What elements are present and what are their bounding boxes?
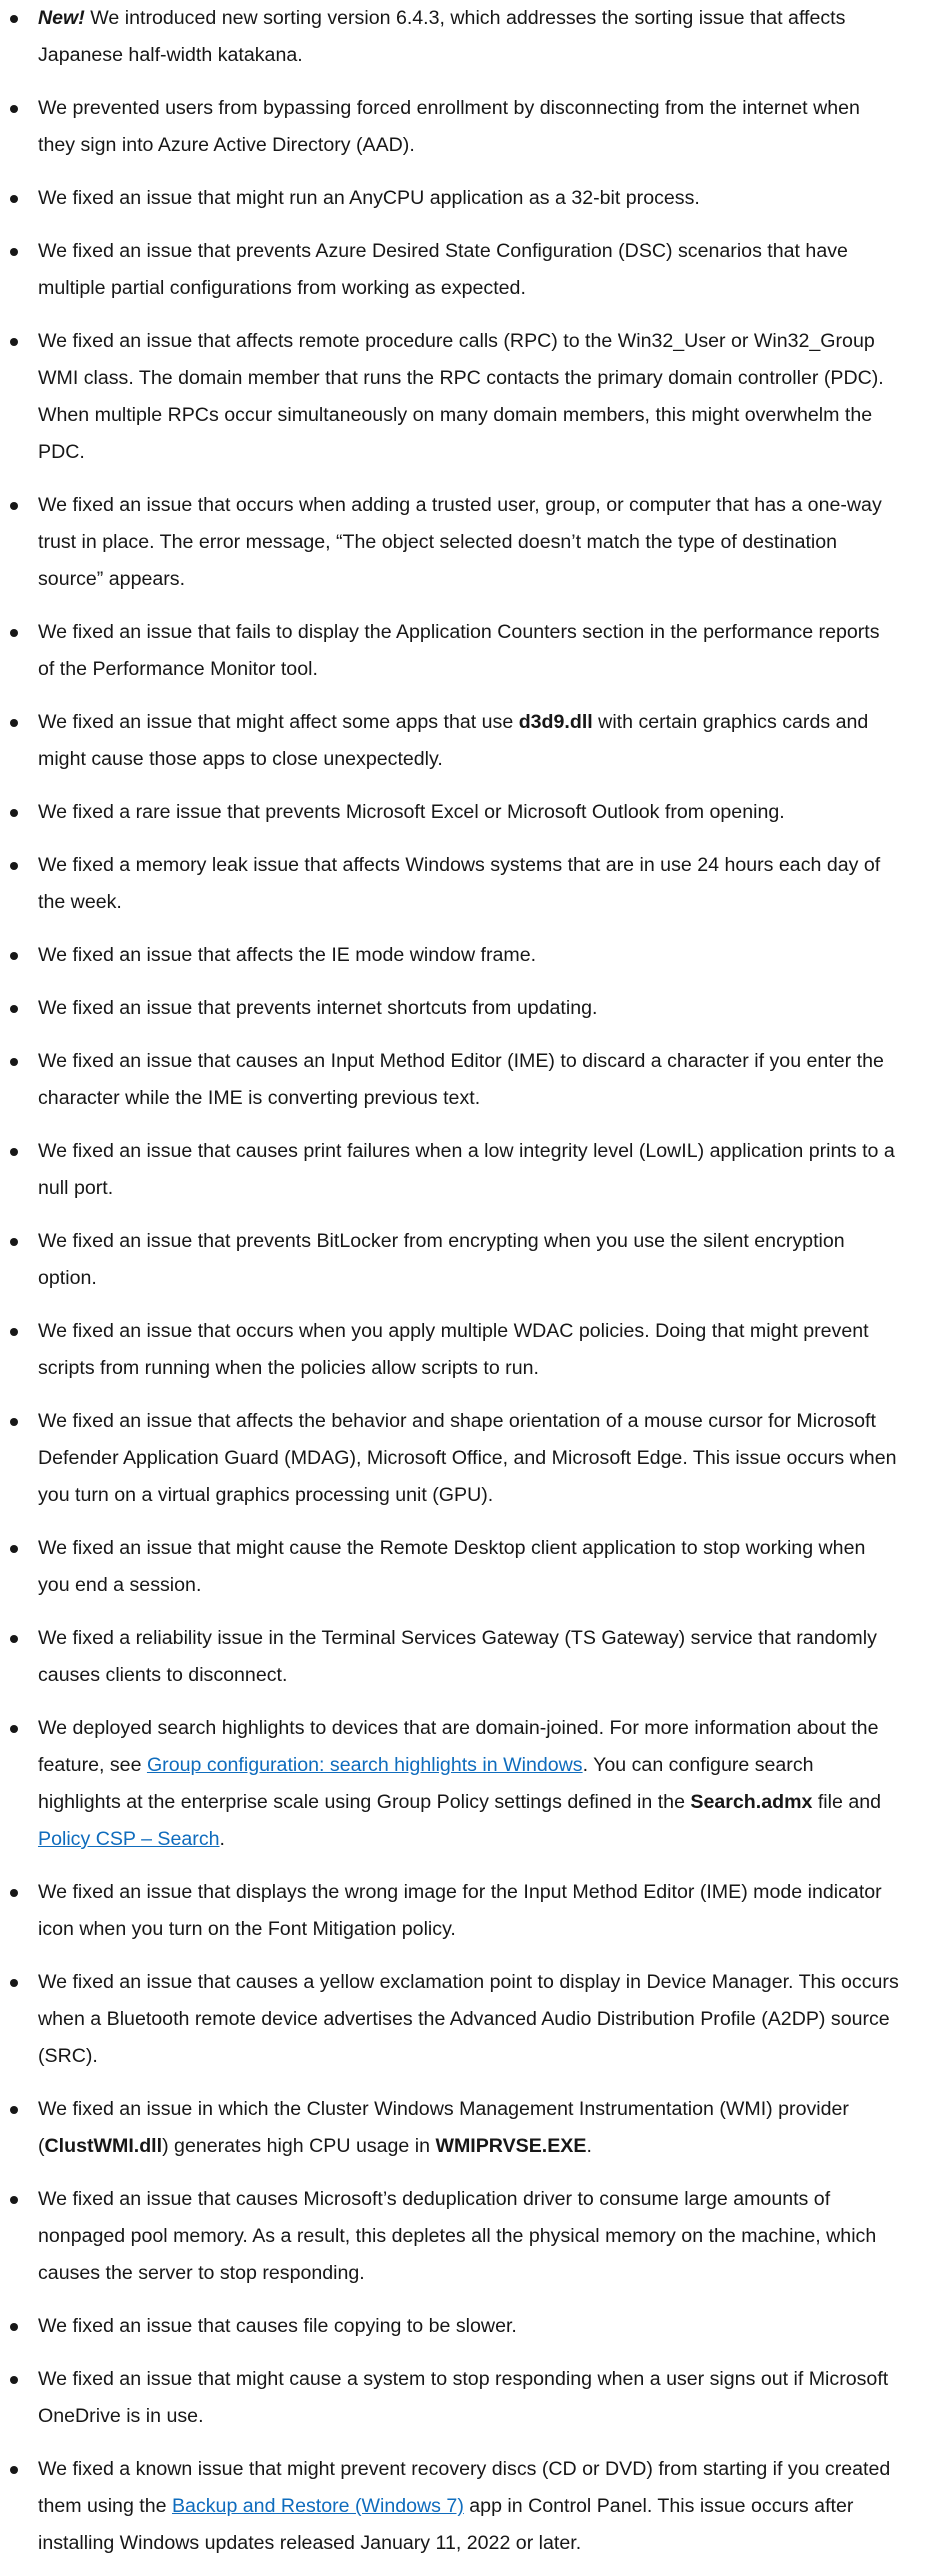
- list-item: [0, 323, 899, 471]
- doc-link[interactable]: Group configuration: search highlights in Windows: [146, 1754, 583, 1776]
- doc-link[interactable]: Policy CSP – Search: [38, 1828, 220, 1850]
- item-text: We fixed an issue that causes Microsoft’s deduplication driver to consume large amounts of nonpaged pool memory. As a result, this depletes all the physical memory on the machine, which causes the server to stop responding.: [38, 2188, 877, 2284]
- item-text: We fixed an issue that causes an Input Method Editor (IME) to discard a character if you enter the character while the IME is converting previous text.: [38, 1050, 884, 1109]
- list-item: [0, 2451, 899, 2562]
- list-item: [0, 2091, 899, 2165]
- item-text: We prevented users from bypassing forced enrollment by disconnecting from the internet when they sign into Azure Active Directory (AAD).: [38, 97, 860, 156]
- item-text: file and: [812, 1791, 882, 1813]
- list-item: [0, 1223, 899, 1297]
- item-text: ) generates high CPU usage in: [162, 2135, 436, 2157]
- bold-term: d3d9.dll: [518, 711, 593, 733]
- item-text: We fixed a rare issue that prevents Microsoft Excel or Microsoft Outlook from opening.: [38, 801, 785, 823]
- item-text: We fixed an issue that prevents BitLocker from encrypting when you use the silent encryption option.: [38, 1230, 845, 1289]
- item-text: We introduced new sorting version 6.4.3, which addresses the sorting issue that affects Japanese half-width katakana.: [38, 7, 846, 66]
- list-item: [0, 1133, 899, 1207]
- item-text: We fixed an issue that prevents internet shortcuts from updating.: [38, 997, 598, 1019]
- list-item: [0, 937, 899, 974]
- bold-term: ClustWMI.dll: [44, 2135, 163, 2157]
- list-item: [0, 614, 899, 688]
- list-item: [0, 1403, 899, 1514]
- list-item: [0, 990, 899, 1027]
- item-text: We fixed an issue that might cause the Remote Desktop client application to stop working when you end a session.: [38, 1537, 866, 1596]
- list-item: [0, 1874, 899, 1948]
- item-text: . You can configure search highlights at the enterprise scale using Group Policy settings defined in the: [38, 1754, 814, 1813]
- item-text: We fixed an issue that prevents Azure Desired State Configuration (DSC) scenarios that have multiple partial configurations from working as expected.: [38, 240, 848, 299]
- list-item: [0, 1964, 899, 2075]
- item-text: We fixed an issue that might run an AnyCPU application as a 32-bit process.: [38, 187, 700, 209]
- list-item: [0, 1313, 899, 1387]
- item-text: app in Control Panel. This issue occurs after installing Windows updates released January 11, 2022 or later.: [38, 2495, 854, 2554]
- list-item: [0, 794, 899, 831]
- list-item: [0, 2308, 899, 2345]
- list-item: [0, 1620, 899, 1694]
- list-item: [0, 2181, 899, 2292]
- list-item: [0, 180, 899, 217]
- bold-term: WMIPRVSE.EXE: [435, 2135, 587, 2157]
- item-text: We fixed an issue that affects the behavior and shape orientation of a mouse cursor for Microsoft Defender Application Guard (MDAG), Microsoft Office, and Microsoft Edge. This issue occurs when you turn on a virtual graphics processing unit (GPU).: [38, 1410, 897, 1506]
- item-text: .: [219, 1828, 225, 1850]
- list-item: [0, 233, 899, 307]
- item-text: We fixed an issue that affects remote procedure calls (RPC) to the Win32_User or Win32_Group WMI class. The domain member that runs the RPC contacts the primary domain controller (PDC). When multiple RPCs occur simultaneously on many domain members, this might overwhelm the PDC.: [38, 330, 884, 463]
- new-label: New!: [38, 7, 85, 29]
- item-text: We fixed an issue in which the Cluster Windows Management Instrumentation (WMI) provider (: [38, 2098, 849, 2157]
- list-item: [0, 704, 899, 778]
- item-text: We fixed a reliability issue in the Terminal Services Gateway (TS Gateway) service that randomly causes clients to disconnect.: [38, 1627, 877, 1686]
- list-item: [0, 90, 899, 164]
- bold-term: Search.admx: [690, 1791, 813, 1813]
- item-text: We fixed an issue that occurs when you apply multiple WDAC policies. Doing that might prevent scripts from running when the policies allow scripts to run.: [38, 1320, 869, 1379]
- item-text: We fixed an issue that displays the wrong image for the Input Method Editor (IME) mode indicator icon when you turn on the Font Mitigation policy.: [38, 1881, 882, 1940]
- item-text: We fixed a memory leak issue that affects Windows systems that are in use 24 hours each day of the week.: [38, 854, 881, 913]
- item-text: We fixed an issue that causes file copying to be slower.: [38, 2315, 517, 2337]
- item-text: We fixed an issue that fails to display the Application Counters section in the performance reports of the Performance Monitor tool.: [38, 621, 880, 680]
- item-text: We fixed an issue that might cause a system to stop responding when a user signs out if Microsoft OneDrive is in use.: [38, 2368, 889, 2427]
- list-item: [0, 1043, 899, 1117]
- doc-link[interactable]: Backup and Restore (Windows 7): [171, 2495, 464, 2517]
- list-item: [0, 1710, 899, 1858]
- item-text: We fixed a known issue that might prevent recovery discs (CD or DVD) from starting if you created them using the: [38, 2458, 891, 2517]
- list-item: [0, 487, 899, 598]
- item-text: with certain graphics cards and might cause those apps to close unexpectedly.: [38, 711, 869, 770]
- list-item: [0, 847, 899, 921]
- item-text: We fixed an issue that might affect some apps that use: [38, 711, 519, 733]
- item-text: We deployed search highlights to devices that are domain-joined. For more information about the feature, see: [38, 1717, 879, 1776]
- item-text: .: [586, 2135, 592, 2157]
- list-item: [0, 1530, 899, 1604]
- list-item: [0, 2361, 899, 2435]
- item-text: We fixed an issue that affects the IE mode window frame.: [38, 944, 537, 966]
- item-text: We fixed an issue that causes a yellow exclamation point to display in Device Manager. This occurs when a Bluetooth remote device advertises the Advanced Audio Distribution Profile (A2DP) source (SRC).: [38, 1971, 899, 2067]
- item-text: We fixed an issue that occurs when adding a trusted user, group, or computer that has a one-way trust in place. The error message, “The object selected doesn’t match the type of destination source” appears.: [38, 494, 882, 590]
- item-text: We fixed an issue that causes print failures when a low integrity level (LowIL) application prints to a null port.: [38, 1140, 895, 1199]
- list-item: [0, 0, 899, 74]
